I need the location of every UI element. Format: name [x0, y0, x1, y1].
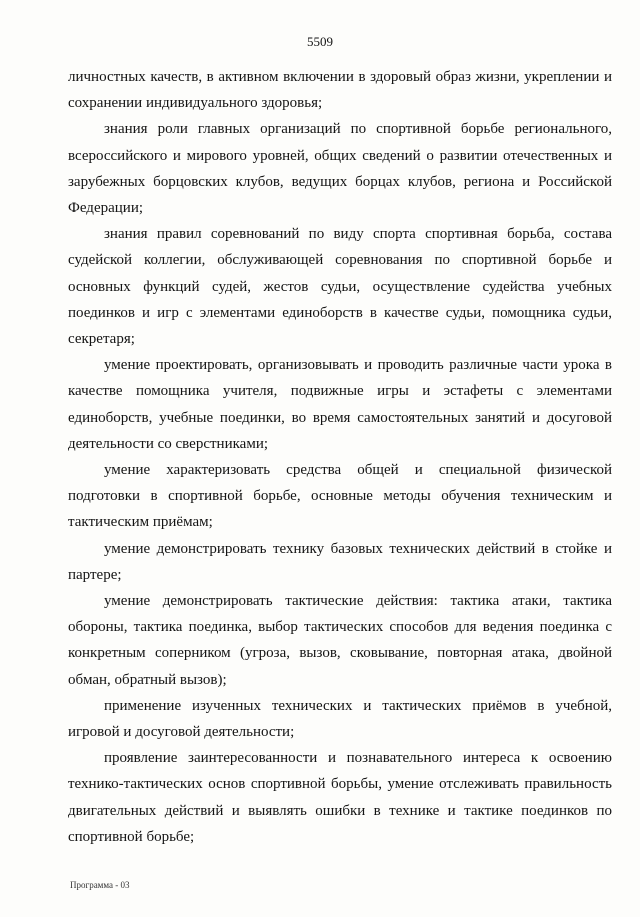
paragraph: применение изученных технических и тактических приёмов в учебной, игровой и досуговой деятельности;: [68, 697, 612, 741]
paragraph: умение демонстрировать тактические действия: тактика атаки, тактика обороны, тактика поединка, выбор тактических способов для ведения поединка с конкретным соперником (угроза, вызов, сковывание, повторная атака, двойной обман, обратный вызов);: [68, 593, 612, 688]
paragraph: знания роли главных организаций по спортивной борьбе регионального, всероссийского и мирового уровней, общих сведений о развитии отечественных и зарубежных борцовских клубов, ведущих борцах клубов, региона и Российской Федерации;: [68, 121, 612, 217]
paragraph: проявление заинтересованности и познавательного интереса к освоению технико-тактических основ спортивной борьбы, умение отслеживать правильность двигательных действий и выявлять ошибки в технике и тактике поединков по спортивной борьбе;: [68, 750, 612, 845]
paragraph: умение характеризовать средства общей и специальной физической подготовки в спортивной борьбе, основные методы обучения техническим и тактическим приёмам;: [68, 462, 612, 531]
paragraph: умение демонстрировать технику базовых технических действий в стойке и партере;: [68, 540, 612, 583]
page-number: 5509: [307, 34, 333, 49]
paragraph: умение проектировать, организовывать и проводить различные части урока в качестве помощника учителя, подвижные игры и эстафеты с элементами единоборств, учебные поединки, во время самостоятельных занятий и досуговой деятельности со сверстниками;: [68, 357, 612, 452]
paragraph: знания правил соревнований по виду спорта спортивная борьба, состава судейской коллегии, обслуживающей соревнования по спортивной борьбе и основных функций судей, жестов судьи, осуществление судейства учебных поединков и игр с элементами единоборств в качестве судьи, помощника судьи, секретаря;: [68, 226, 612, 348]
paragraph: личностных качеств, в активном включении в здоровый образ жизни, укреплении и сохранении индивидуального здоровья;: [68, 69, 612, 112]
footer-label: Программа - 03: [70, 880, 130, 890]
body-text: [68, 64, 612, 850]
